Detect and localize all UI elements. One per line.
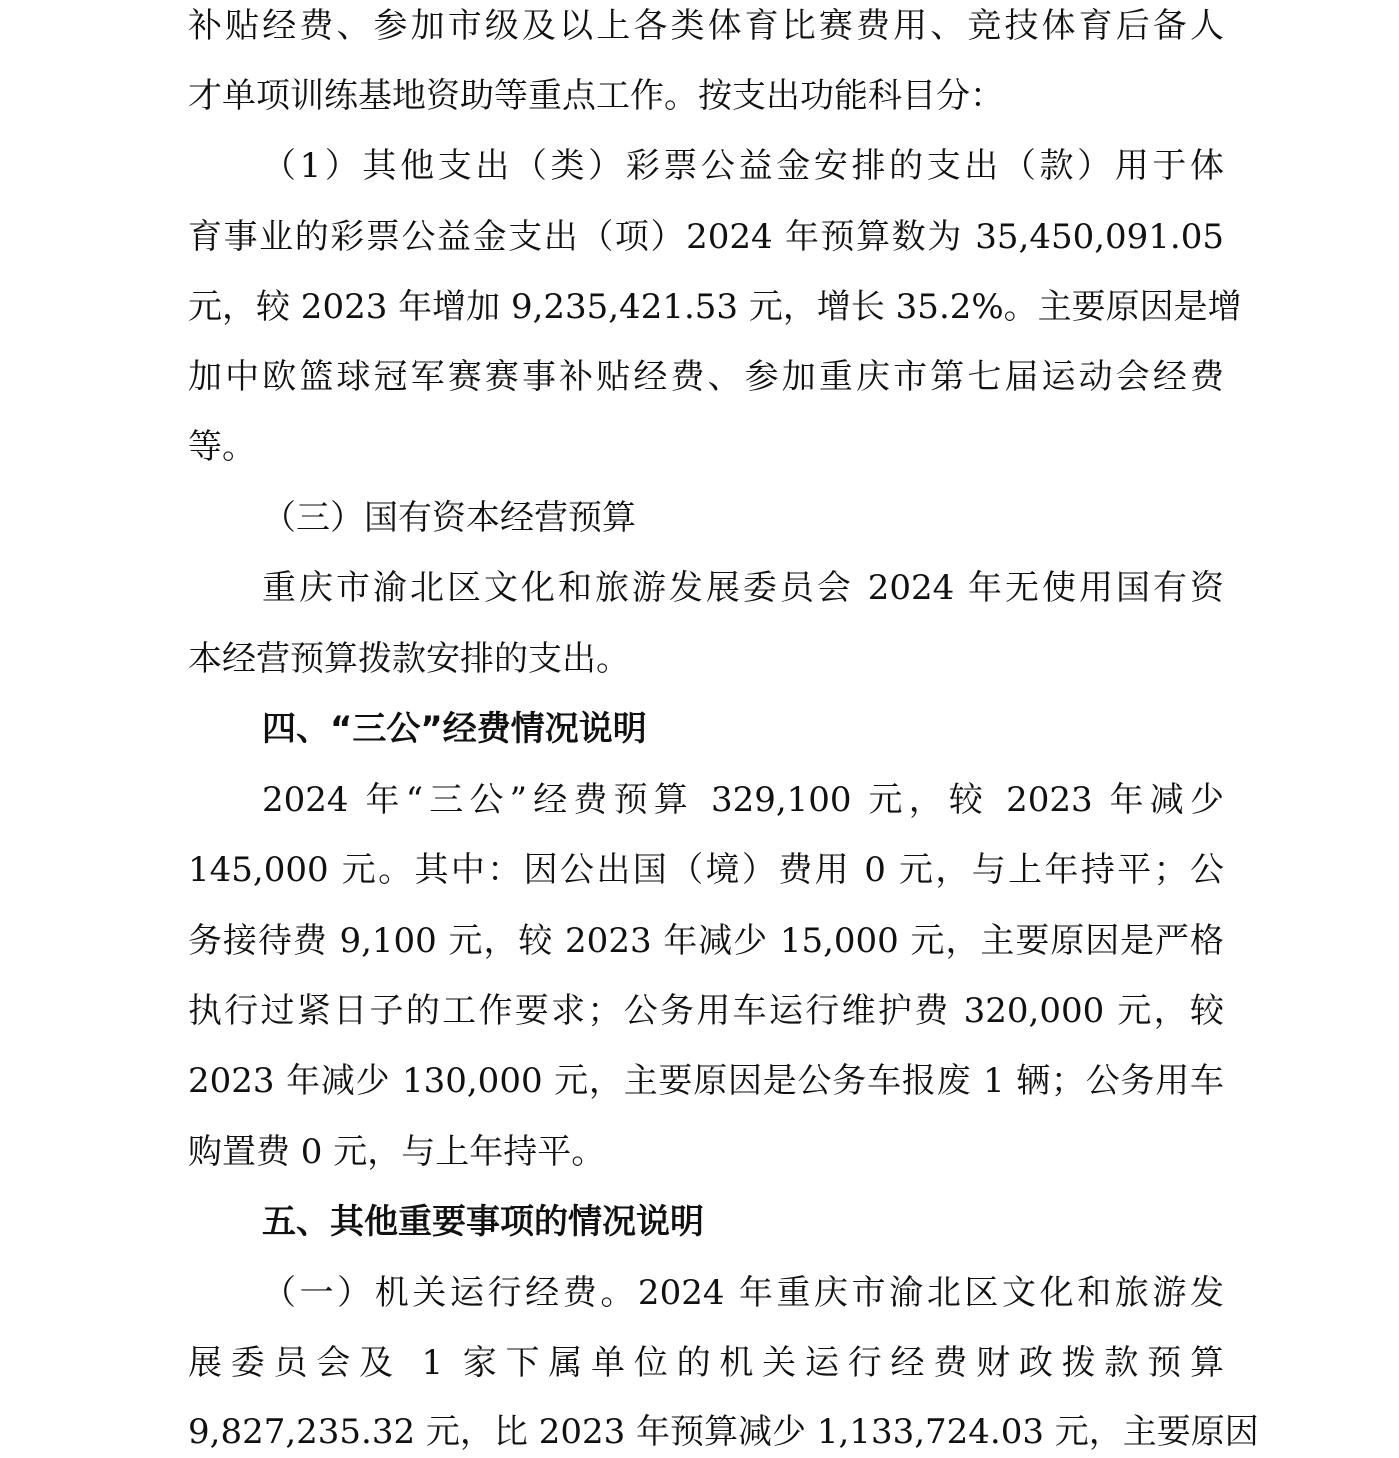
paragraph-line: 务接待费 9,100 元，较 2023 年减少 15,000 元，主要原因是严格 [188, 921, 1224, 961]
section-heading: 五、其他重要事项的情况说明 [262, 1202, 704, 1242]
paragraph-line: 购置费 0 元，与上年持平。 [188, 1132, 606, 1172]
paragraph-line: 9,827,235.32 元，比 2023 年预算减少 1,133,724.03 元，主要原因 [188, 1412, 1259, 1452]
paragraph-line: 元，较 2023 年增加 9,235,421.53 元，增长 35.2%。主要原因是增 [188, 287, 1242, 327]
paragraph-line: 展委员会及 1 家下属单位的机关运行经费财政拨款预算 [188, 1343, 1224, 1383]
paragraph-line: （1）其他支出（类）彩票公益金安排的支出（款）用于体 [262, 146, 1224, 186]
paragraph-line: 等。 [188, 427, 256, 467]
paragraph-line: 重庆市渝北区文化和旅游发展委员会 2024 年无使用国有资 [262, 568, 1224, 608]
paragraph-line: 本经营预算拨款安排的支出。 [188, 639, 630, 679]
paragraph-line: 2023 年减少 130,000 元，主要原因是公务车报废 1 辆；公务用车 [188, 1061, 1224, 1101]
paragraph-line: （一）机关运行经费。2024 年重庆市渝北区文化和旅游发 [262, 1273, 1224, 1313]
section-subheading: （三）国有资本经营预算 [262, 498, 636, 538]
paragraph-line: 加中欧篮球冠军赛赛事补贴经费、参加重庆市第七届运动会经费 [188, 357, 1224, 397]
paragraph-line: 补贴经费、参加市级及以上各类体育比赛费用、竞技体育后备人 [188, 6, 1224, 46]
paragraph-line: 育事业的彩票公益金支出（项）2024 年预算数为 35,450,091.05 [188, 217, 1224, 257]
paragraph-line: 才单项训练基地资助等重点工作。按支出功能科目分： [188, 76, 1004, 116]
section-heading: 四、“三公”经费情况说明 [262, 709, 647, 749]
paragraph-line: 执行过紧日子的工作要求；公务用车运行维护费 320,000 元，较 [188, 991, 1224, 1031]
paragraph-line: 145,000 元。其中：因公出国（境）费用 0 元，与上年持平；公 [188, 850, 1224, 890]
paragraph-line: 2024 年“三公”经费预算 329,100 元，较 2023 年减少 [262, 780, 1224, 820]
